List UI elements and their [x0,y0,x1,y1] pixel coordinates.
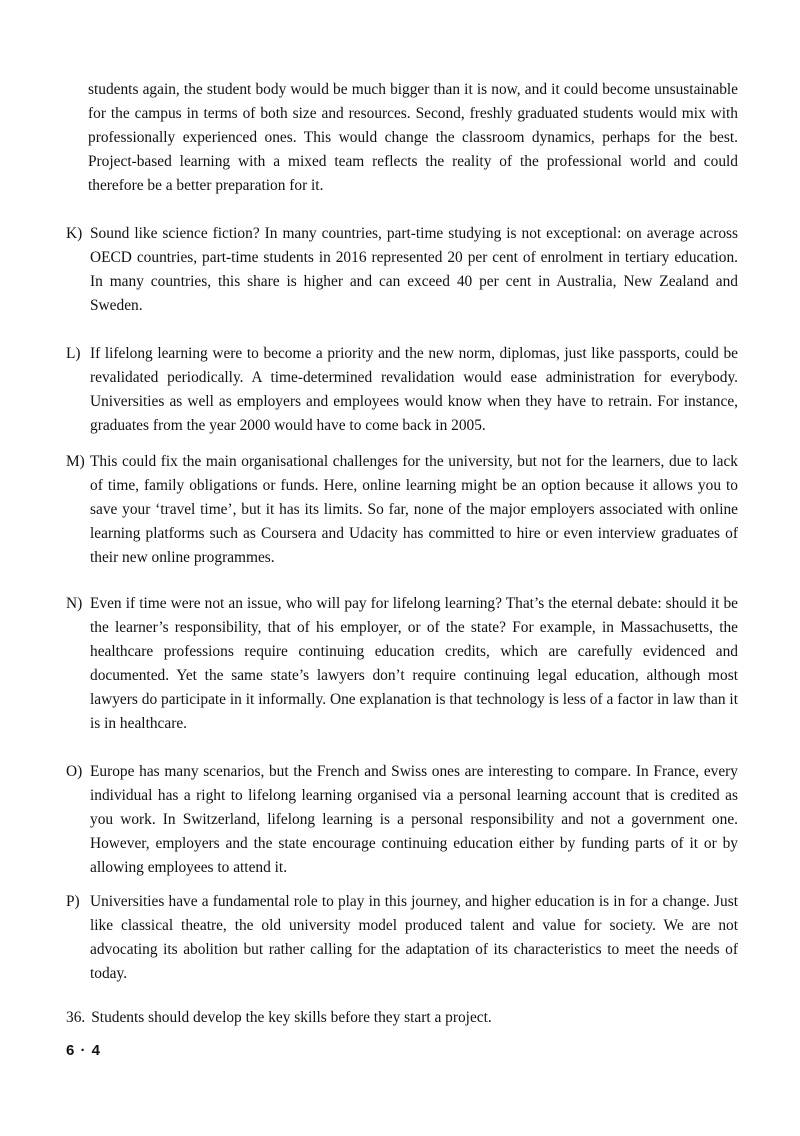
page-number: 6 · 4 [66,1042,102,1059]
paragraph-l [66,342,738,438]
paragraph-k [66,222,738,318]
question-36 [66,1006,492,1030]
paragraph-n [66,592,738,736]
paragraph-letter: O) [66,763,83,780]
paragraph-letter: P) [66,893,80,910]
question-text: Students should develop the key skills before they start a project. [91,1009,492,1026]
paragraph-letter: K) [66,225,83,242]
question-number: 36. [66,1009,86,1026]
paragraph-text: Sound like science fiction? In many countries, part-time studying is not exceptional: on average across OECD countries, part-time students in 2016 represented 20 per cent of enrolment in tertiary education. In many countries, this share is higher and can exceed 40 per cent in Australia, New Zealand and Sweden. [90,225,738,314]
paragraph-p [66,890,738,986]
continued-paragraph: students again, the student body would be much bigger than it is now, and it could become unsustainable for the campus in terms of both size and resources. Second, freshly graduated students would mix with professionally experienced ones. This would change the classroom dynamics, perhaps for the best. Project-based learning with a mixed team reflects the reality of the professional world and could therefore be a better preparation for it. [88,81,738,194]
paragraph-letter: N) [66,595,83,612]
paragraph-text: Europe has many scenarios, but the French and Swiss ones are interesting to compare. In France, every individual has a right to lifelong learning organised via a personal learning account that is credited as you work. In Switzerland, lifelong learning is a personal responsibility and not a government one. However, employers and the state encourage continuing education either by funding parts of it or by allowing employees to attend it. [90,763,738,876]
paragraph-o [66,760,738,880]
paragraph-letter: M) [66,453,85,470]
paragraph-letter: L) [66,345,81,362]
paragraph-m [66,450,738,570]
paragraph-text: If lifelong learning were to become a priority and the new norm, diplomas, just like passports, could be revalidated periodically. A time-determined revalidation would ease administration for everybody. Universities as well as employers and employees would know when they have to retrain. For instance, graduates from the year 2000 would have to come back in 2005. [90,345,738,434]
paragraph-text: This could fix the main organisational challenges for the university, but not for the learners, due to lack of time, family obligations or funds. Here, online learning might be an option because it allows you to save your ‘travel time’, but it has its limits. So far, none of the major employers associated with online learning platforms such as Coursera and Udacity has committed to hire or even interview graduates of their new online programmes. [90,453,738,566]
paragraph-text: Universities have a fundamental role to play in this journey, and higher education is in for a change. Just like classical theatre, the old university model produced talent and value for society. We are not advocating its abolition but rather calling for the adaptation of its characteristics to meet the needs of today. [90,893,738,982]
paragraph-text: Even if time were not an issue, who will pay for lifelong learning? That’s the eternal debate: should it be the learner’s responsibility, that of his employer, or of the state? For example, in Massachusetts, the healthcare professions require continuing education credits, which are carefully evidenced and documented. Yet the same state’s lawyers don’t require continuing legal education, although most lawyers do participate in it informally. One explanation is that technology is less of a factor in law than it is in healthcare. [90,595,738,732]
